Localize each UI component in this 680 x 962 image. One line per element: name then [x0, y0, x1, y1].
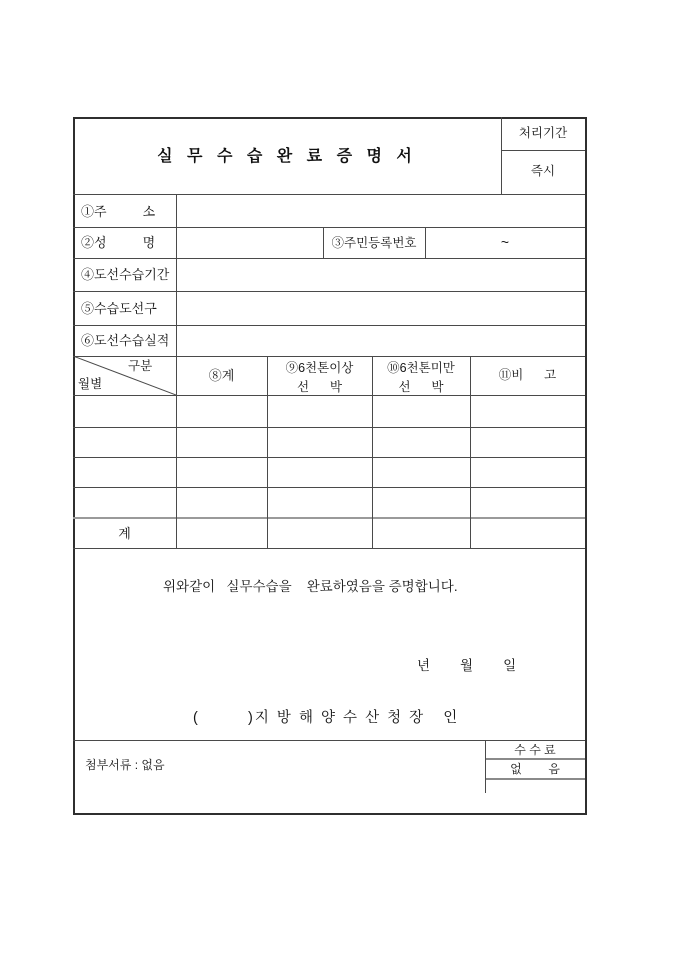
- divider: [73, 548, 585, 549]
- signature-line: ( )지 방 해 양 수 산 청 장 인: [193, 710, 460, 726]
- table-empty-row-1: [73, 395, 585, 427]
- fee-label: 수 수 료: [514, 743, 556, 757]
- training-district-label: ⑤수습도선구: [81, 301, 157, 316]
- table-col-total-header: ⑧계: [208, 368, 235, 383]
- table-empty-row-3: [73, 457, 585, 487]
- table-total-row-label: 계: [118, 526, 131, 541]
- table-empty-row-4: [73, 487, 585, 517]
- processing-box-divider: [501, 150, 585, 151]
- address-label: ①주 소: [81, 204, 156, 219]
- address-value-cell: [177, 194, 585, 227]
- table-corner-row-label: 월별: [78, 377, 103, 391]
- fee-box-divider: [485, 758, 585, 760]
- table-col-note-header: ⑪비 고: [498, 368, 557, 382]
- training-district-value-cell: [177, 291, 585, 325]
- attachment-note: 첨부서류 : 없음: [85, 758, 165, 772]
- over6k-line1: ⑨6천톤이상: [285, 361, 354, 375]
- processing-period-value: 즉시: [530, 164, 556, 178]
- over6k-line2: 선 박: [297, 380, 342, 394]
- training-record-label: ⑥도선수습실적: [81, 333, 170, 348]
- table-col-under6k-header: [372, 359, 470, 397]
- form-title: 실 무 수 습 완 료 증 명 서: [157, 148, 417, 165]
- under6k-line2: 선 박: [398, 380, 444, 394]
- table-col-over6k-header: [267, 359, 372, 397]
- training-record-value-cell: [177, 325, 585, 356]
- rrn-value: ~: [500, 234, 510, 250]
- under6k-line1: ⑩6천톤미만: [387, 361, 455, 375]
- rrn-label: ③주민등록번호: [331, 236, 417, 250]
- divider: [73, 227, 585, 228]
- date-line: 년 월 일: [417, 658, 517, 673]
- name-value-cell: [177, 227, 323, 258]
- name-label: ②성 명: [81, 235, 156, 250]
- table-corner-col-label: 구분: [128, 359, 153, 373]
- divider-total-row: [73, 517, 585, 519]
- fee-box-divider: [485, 778, 585, 780]
- certification-statement: 위와같이 실무수습을 완료하였음을 증명합니다.: [163, 579, 458, 594]
- divider: [73, 740, 585, 741]
- fee-value: 없 음: [510, 762, 560, 776]
- table-empty-row-2: [73, 427, 585, 457]
- training-period-value-cell: [177, 258, 585, 291]
- processing-period-label: 처리기간: [518, 126, 568, 140]
- training-period-label: ④도선수습기간: [81, 267, 170, 282]
